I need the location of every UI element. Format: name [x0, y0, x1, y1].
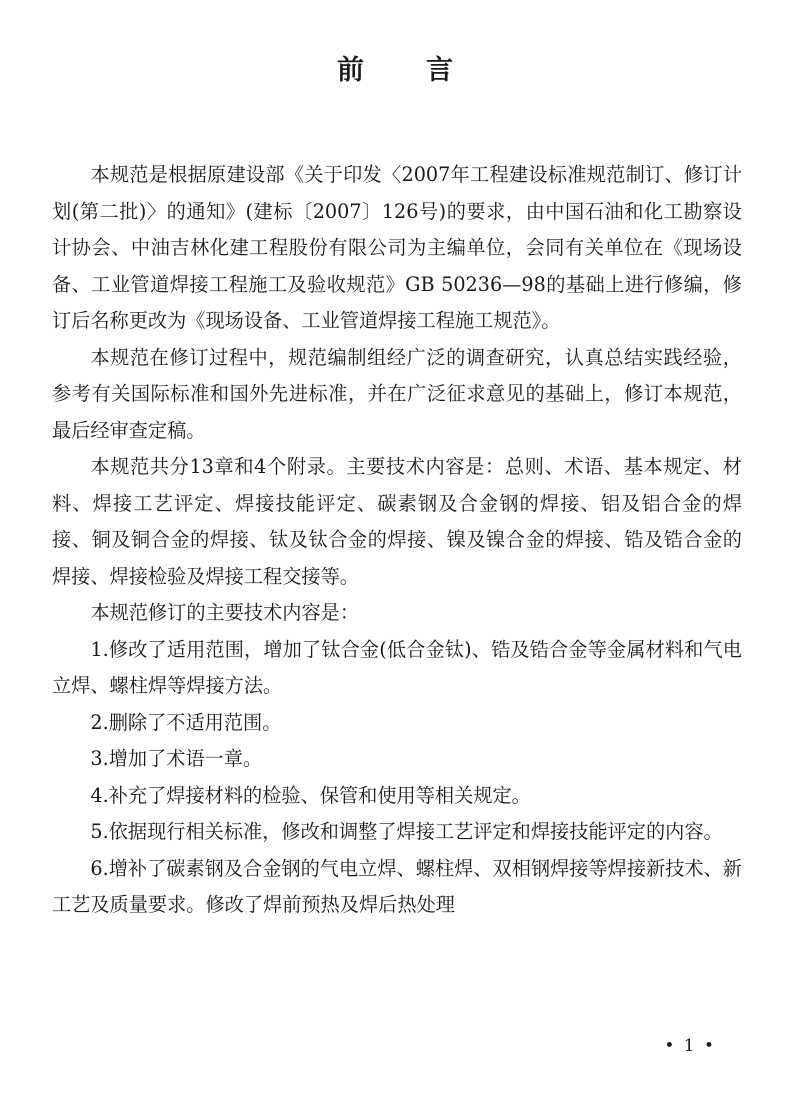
title-char-2: 言 — [426, 55, 453, 86]
paragraph: 2.删除了不适用范围。 — [90, 710, 282, 734]
paragraph: 4.补充了焊接材料的检验、保管和使用等相关规定。 — [90, 783, 531, 807]
preface-body — [52, 157, 742, 924]
title-char-1: 前 — [337, 55, 364, 86]
paragraph: 本规范是根据原建设部《关于印发〈2007年工程建设标准规范制订、修订计划(第二批)〉的通知》(建标〔2007〕126号)的要求，由中国石油和化工勘察设计协会、中油吉林化建工程股份有限公司为主编单位，会同有关单位在《现场设备、工业管道焊接工程施工及验收规范》GB 50236—98的基础上进行修编，修订后名称更改为《现场设备、工业管道焊接工程施工规范》。 — [52, 163, 742, 332]
page-number: • 1 • — [664, 1036, 716, 1056]
paragraph: 本规范修订的主要技术内容是： — [90, 601, 360, 624]
paragraph: 6.增补了碳素钢及合金钢的气电立焊、螺柱焊、双相钢焊接等焊接新技术、新工艺及质量要求。修改了焊前预热及焊后热处理 — [52, 856, 742, 916]
paragraph: 本规范在修订过程中，规范编制组经广泛的调查研究，认真总结实践经验，参考有关国际标准和国外先进标准，并在广泛征求意见的基础上，修订本规范，最后经审查定稿。 — [52, 345, 742, 442]
paragraph: 5.依据现行相关标准，修改和调整了焊接工艺评定和焊接技能评定的内容。 — [90, 820, 723, 843]
paragraph: 3.增加了术语一章。 — [90, 747, 263, 770]
page-title — [0, 48, 790, 87]
paragraph: 1.修改了适用范围，增加了钛合金(低合金钛)、锆及锆合金等金属材料和气电立焊、螺柱焊等焊接方法。 — [52, 637, 742, 697]
paragraph: 本规范共分13章和4个附录。主要技术内容是：总则、术语、基本规定、材料、焊接工艺评定、焊接技能评定、碳素钢及合金钢的焊接、铝及铝合金的焊接、铜及铜合金的焊接、钛及钛合金的焊接、镍及镍合金的焊接、锆及锆合金的焊接、焊接检验及焊接工程交接等。 — [52, 455, 742, 588]
